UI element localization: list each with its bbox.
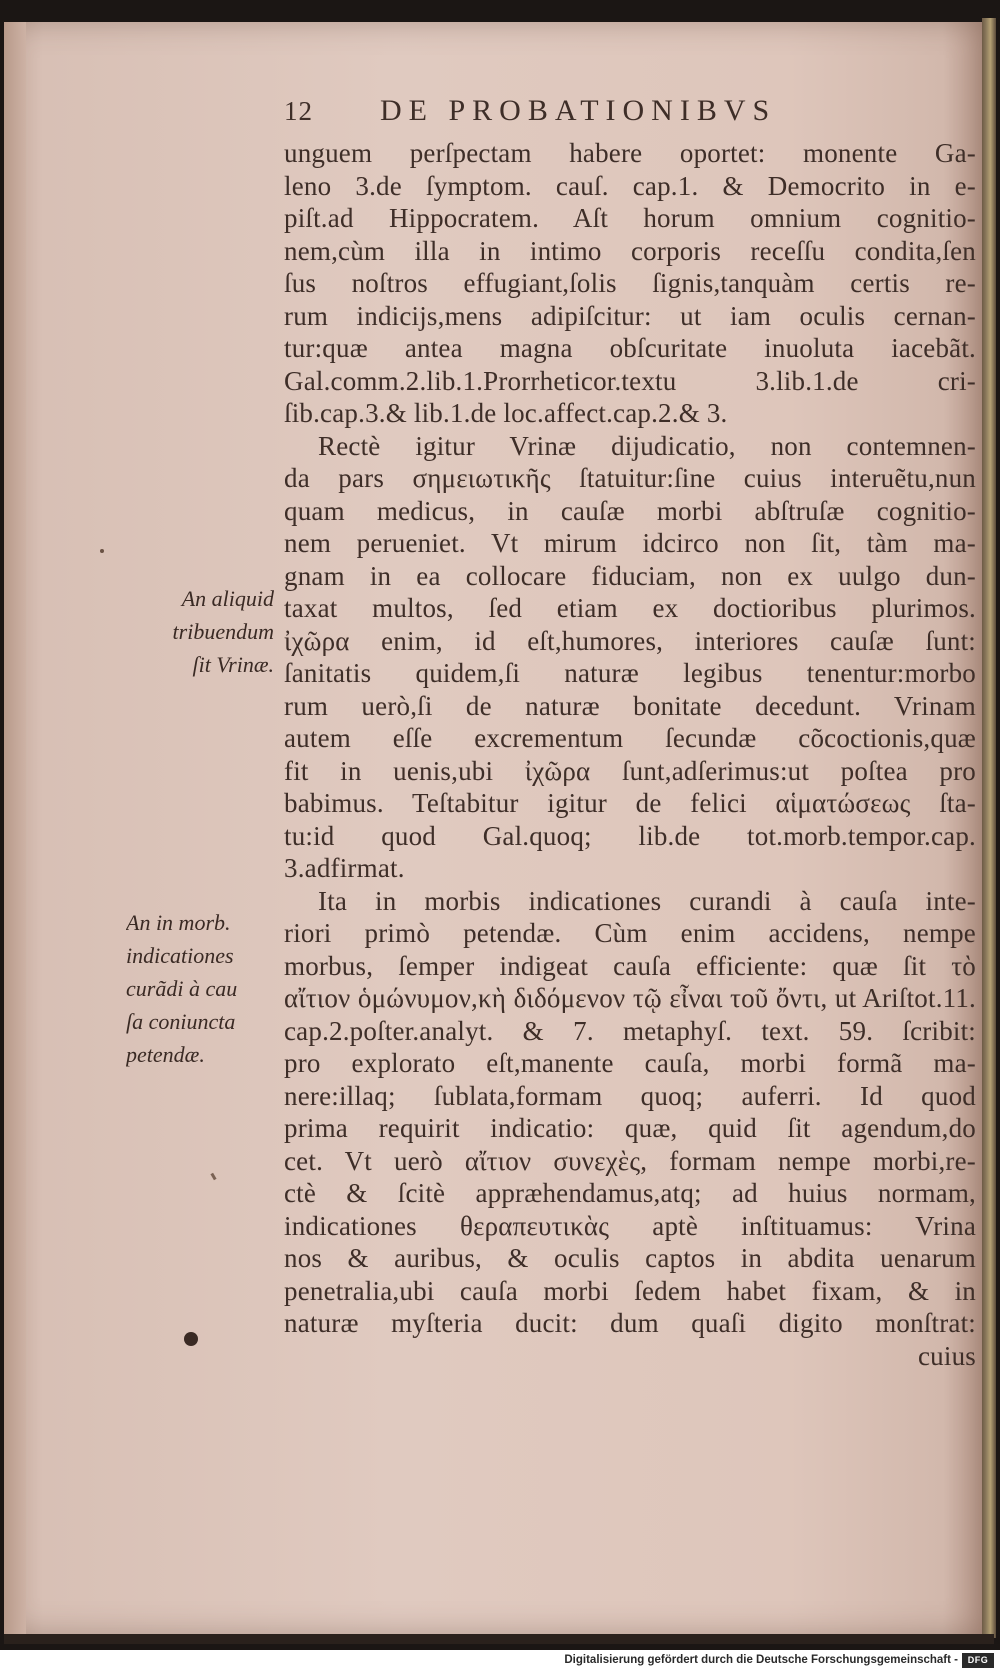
text-line: fit in uenis,ubi ἰχῶρα ſunt,adſerimus:ut poſtea pro [284,755,976,786]
text-line: Gal.comm.2.lib.1.Prorrheticor.textu 3.lib.1.de cri- [284,365,976,396]
body-text [284,137,976,1372]
page-number: 12 [284,96,313,126]
running-head [284,94,974,134]
text-line: autem eſſe excrementum ſecundæ cõcoctionis,quæ [284,723,976,753]
marginal-note-line: ſit Vrinæ. [192,652,274,677]
marginal-note-indications [126,906,276,1071]
marginal-note-urine [126,582,274,681]
text-line: taxat multos, ſed etiam ex doctioribus plurimos. [284,593,976,623]
text-line: morbus, ſemper indigeat cauſa efficiente: quæ ſit τὸ [284,950,976,981]
text-line: ἰχῶρα enim, id eſt,humores, interiores cauſæ ſunt: [284,625,976,656]
text-line: 3.adfirmat. [284,853,405,883]
running-title: DE PROBATIONIBVS [380,94,777,127]
text-line: penetralia,ubi cauſa morbi ſedem habet fixam, & in [284,1275,976,1306]
text-line: nere:illaq; ſublata,formam quoq; auferri. Id quod [284,1080,976,1111]
text-line: cap.2.poſter.analyt. & 7. metaphyſ. text. 59. ſcribit: [284,1015,976,1046]
text-line: rum uerò,ſi de naturæ bonitate decedunt. Vrinam [284,690,976,721]
text-line: indicationes θεραπευτικὰς aptè inſtituamus: Vrina [284,1210,976,1241]
ink-speck [100,549,104,553]
page-edge-bottom [4,1634,994,1644]
text-line: babimus. Teſtabitur igitur de felici αἱματώσεως ſta- [284,788,976,818]
text-line: nem perueniet. Vt mirum idcirco non ſit, tàm ma- [284,528,976,558]
text-line: leno 3.de ſymptom. cauſ. cap.1. & Democrito in e- [284,170,976,201]
dfg-logo: DFG [962,1653,994,1668]
footer-bar [0,1650,1000,1673]
marginal-note-line: An aliquid [181,586,274,611]
marginal-note-line: tribuendum [172,619,274,644]
text-line: riori primò petendæ. Cùm enim accidens, nempe [284,918,976,948]
marginal-note-line: petendæ. [126,1042,205,1067]
marginal-note-line: curãdi à cau [126,976,238,1001]
text-line: ſanitatis quidem,ſi naturæ legibus tenentur:morbo [284,658,976,688]
marginal-note-line: indicationes [126,943,234,968]
catchword: cuius [918,1340,976,1371]
text-line: ctè & ſcitè appræhendamus,atq; ad huius normam, [284,1178,976,1208]
text-line: gnam in ea collocare fiduciam, non ex uulgo dun- [284,560,976,591]
text-line: nos & auribus, & oculis captos in abdita uenarum [284,1243,976,1273]
text-line: prima requirit indicatio: quæ, quid ſit agendum,do [284,1113,976,1143]
text-line: ſib.cap.3.& lib.1.de loc.affect.cap.2.& 3. [284,398,728,428]
text-line: tur:quæ antea magna obſcuritate inuoluta iacebãt. [284,333,976,363]
text-line: naturæ myſteria ducit: dum quaſi digito monſtrat: [284,1308,976,1338]
text-line: da pars σημειωτικῆς ſtatuitur:ſine cuius interuẽtu,nun [284,463,976,493]
text-line: cet. Vt uerò αἴτιον συνεχὲς, formam nempe morbi,re- [284,1145,976,1176]
text-line: Rectè igitur Vrinæ dijudicatio, non contemnen- [318,430,976,461]
text-line: Ita in morbis indicationes curandi à cauſa inte- [318,885,976,916]
text-line: quam medicus, in cauſæ morbi abſtruſæ cognitio- [284,495,976,526]
marginal-note-line: An in morb. [126,910,231,935]
marginal-note-line: ſa coniuncta [126,1009,236,1034]
text-line: nem,cùm illa in intimo corporis receſſu condita,ſen [284,235,976,266]
text-line: tu:id quod Gal.quoq; lib.de tot.morb.tempor.cap. [284,820,976,851]
text-line: αἴτιον ὁμώνυμον,κὴ διδόμενον τῷ εἶναι τοῦ ὄντι, ut Ariſtot.11. [284,983,976,1013]
text-line: piſt.ad Hippocratem. Aſt horum omnium cognitio- [284,203,976,233]
marginal-mark-icon [184,1332,198,1346]
text-line: unguem perſpectam habere oportet: monente Ga- [284,138,976,168]
text-line: pro explorato eſt,manente cauſa, morbi formã ma- [284,1048,976,1078]
text-line: ſus noſtros effugiant,ſolis ſignis,tanquàm certis re- [284,268,976,298]
page-gutter [4,22,26,1634]
text-line: rum indicijs,mens adipiſcitur: ut iam oculis cernan- [284,300,976,331]
funding-credit: Digitalisierung gefördert durch die Deutsche Forschungsgemeinschaft - [564,1654,958,1666]
page-edge-right [982,18,996,1638]
